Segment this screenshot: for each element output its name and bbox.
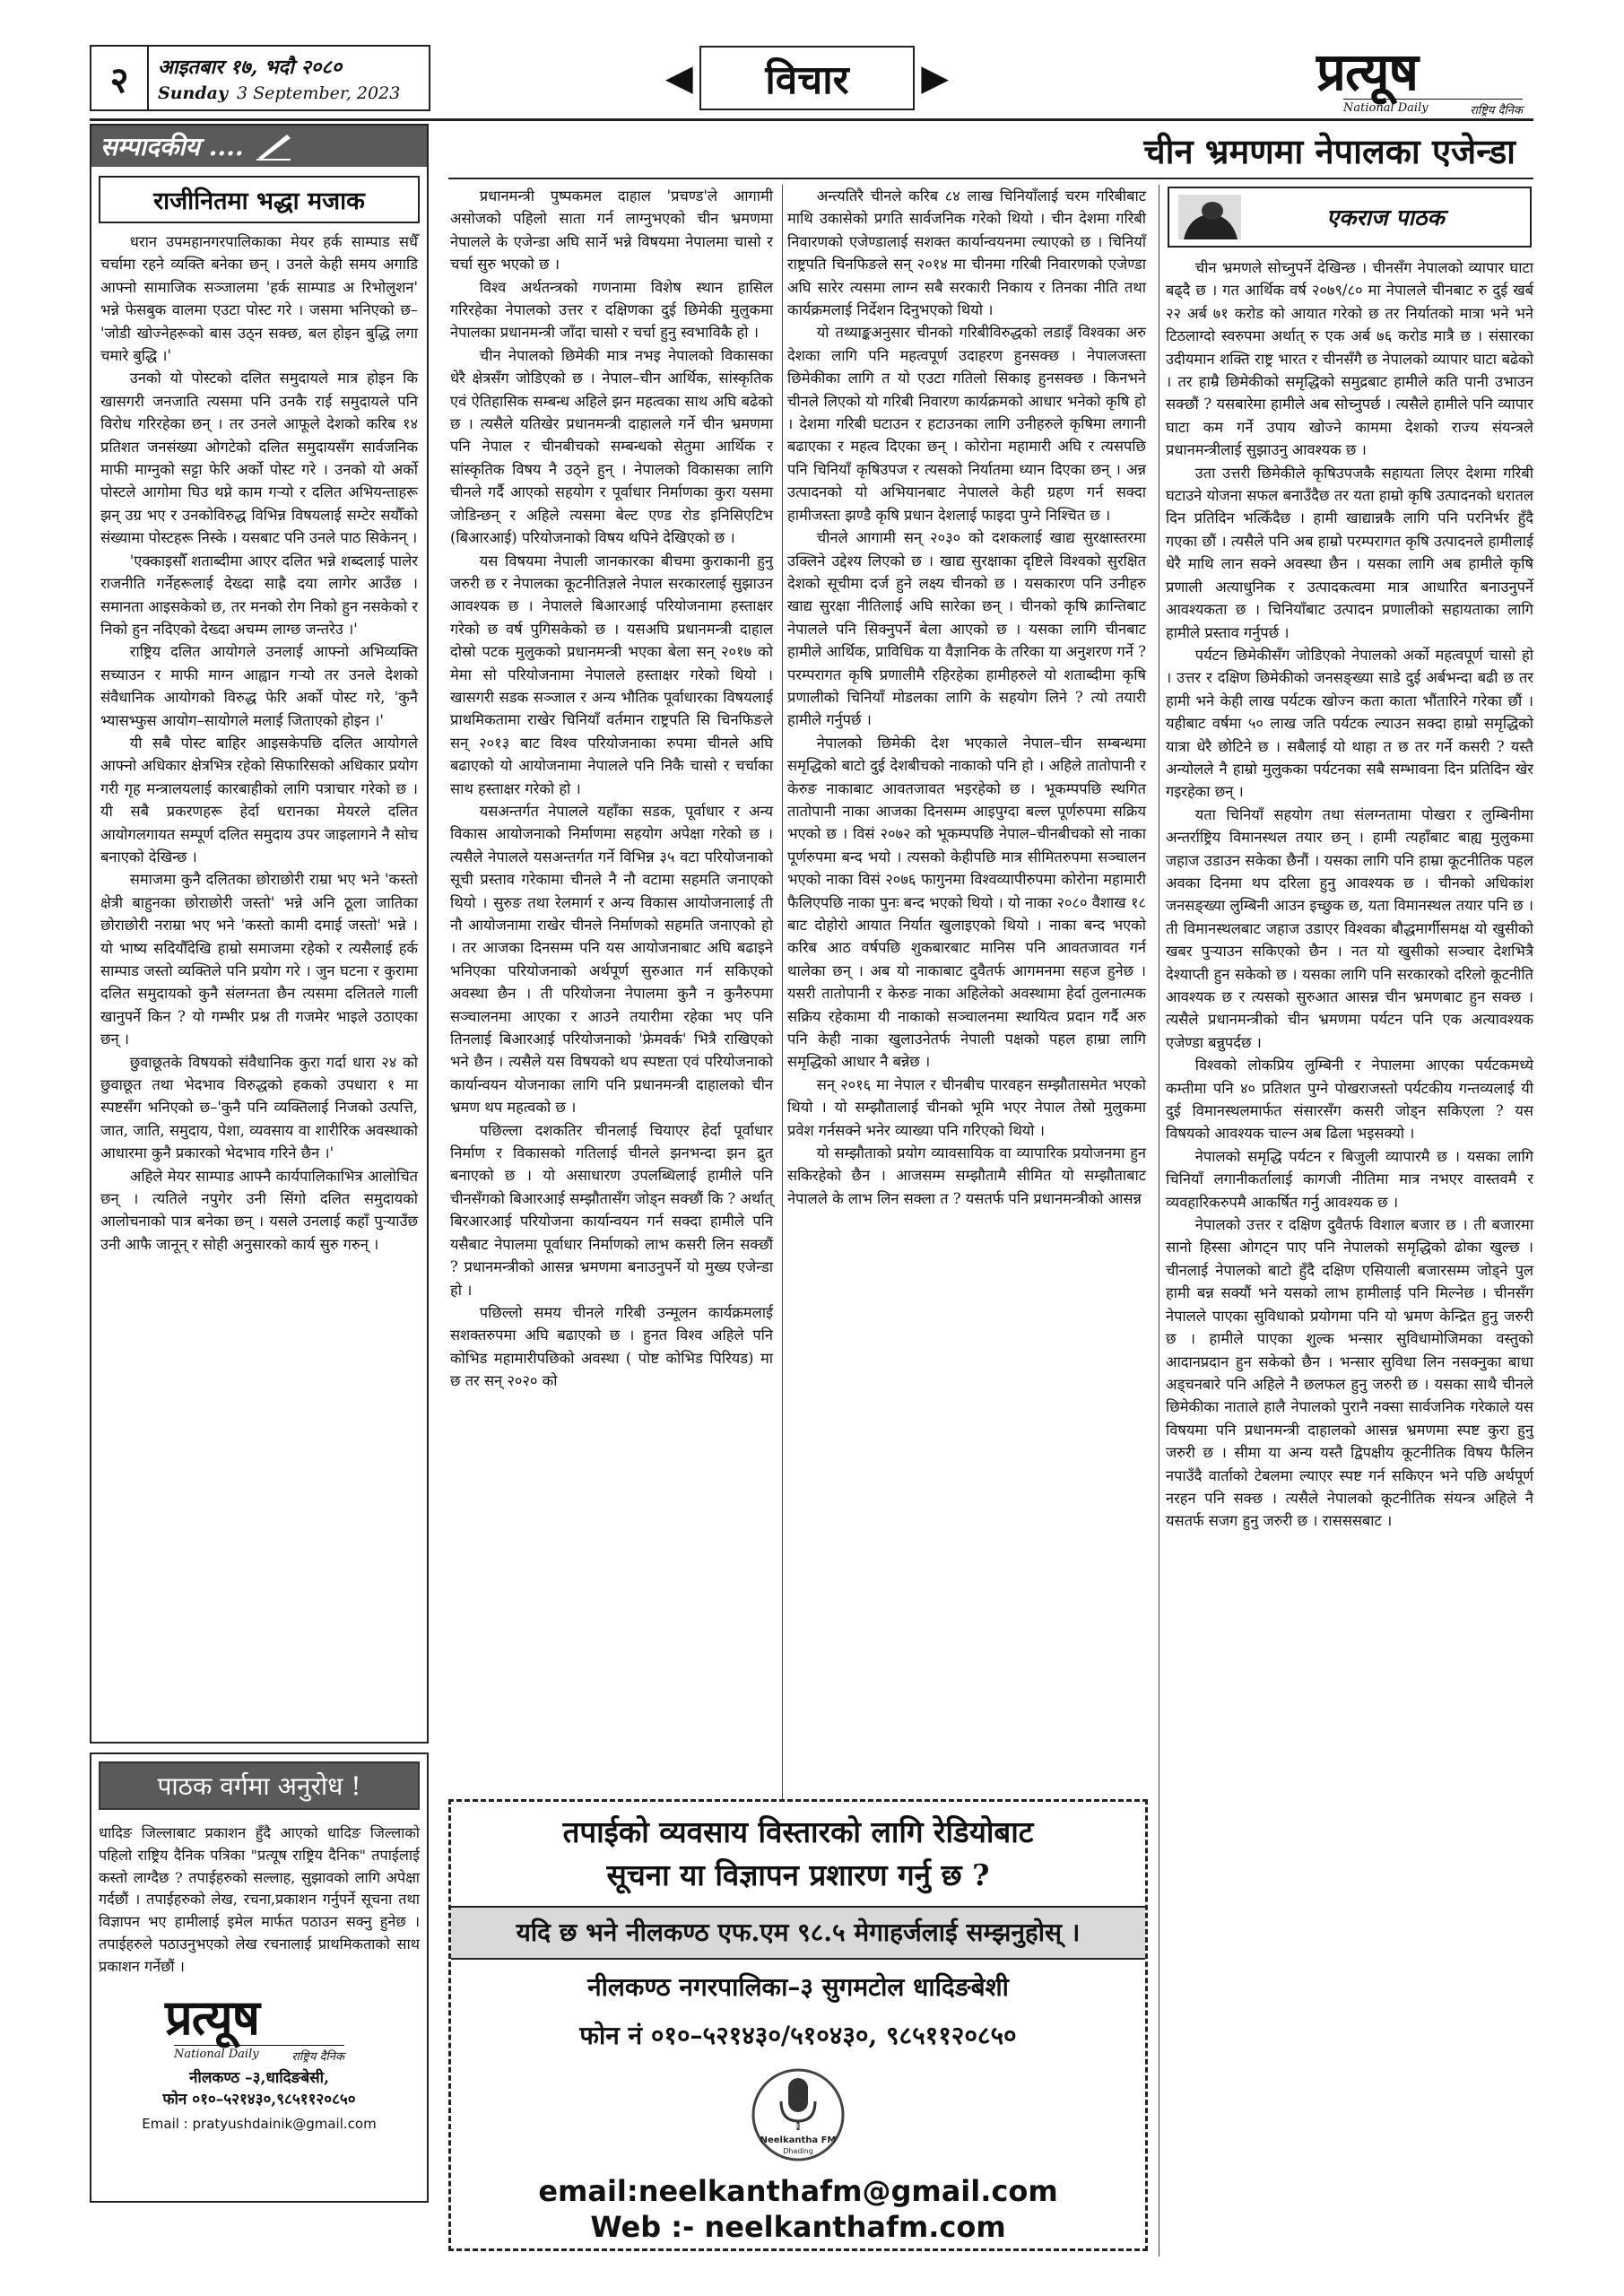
author-name: एकराज पाठक — [1326, 204, 1445, 230]
author-box — [1168, 187, 1532, 248]
right-arrow-icon: ▶ — [921, 57, 949, 99]
radio-microphone-logo-icon — [749, 2066, 847, 2164]
article-paragraph: नेपालको उत्तर र दक्षिण दुवैतर्फ विशाल बजार छ । ती बजारमा सानो हिस्सा ओगट्न पाए पनि नेपालको समृद्धिको ढोका खुल्छ । चीनलाई नेपालको बाटो हुँदै दक्षिण एसियाली बजारसम्म जोड्ने पुल हामी बन्न सक्यौं भने यसको लाभ हामीलाई पनि मिल्नेछ । चीनसँग नेपालले पाएका सुविधाको प्रयोगमा पनि यो भ्रमण केन्द्रित हुनु जरुरी छ । हामीले पाएका शुल्क भन्सार सुविधामोजिमका वस्तुको आदानप्रदान हुन सकेको छैन । भन्सार सुविधा लिन नसक्नुका बाधा अड्चनबारे पनि अहिले नै छलफल हुनु जरुरी छ । यसका साथै चीनले छिमेकीका नाताले हालै नेपालको पुरानै नक्सा सार्वजनिक गरेकाले यस विषयमा पनि प्रधानमन्त्री दाहालको आसन्न भ्रमणमा स्पष्ट कुरा हुनु जरुरी छ । सीमा या अन्य यस्तै द्विपक्षीय कूटनीतिक विषय फैलिन नपाउँदै वार्ताको टेबलमा ल्याएर स्पष्ट गर्न सकिएन भने पछि अर्थपूर्ण नरहन पनि सक्छ । त्यसैले नेपालको कूटनीतिक संयन्त्र अहिले नै यसतर्फ सजग हुनु जरुरी छ । रासससबाट । — [1166, 1216, 1533, 1530]
author-photo-icon — [1178, 195, 1241, 239]
editorial-body — [91, 229, 427, 1256]
page-number: २ — [91, 47, 149, 109]
editorial-paragraph: धरान उपमहानगरपालिकाका मेयर हर्क साम्पाड सधैँ चर्चामा रहने व्यक्ति बनेका छन् । उनले केही समय अगाडि आफ्नो सामाजिक सञ्जालमा 'हर्क साम्पाड अ रिभोलुशन' भन्ने फेसबुक वालमा एउटा पोस्ट गरे । जसमा भनिएको छ– 'जोडी खोज्नेहरूको बास उठ्न सक्छ, बल होइन बुद्धि लगा चमारे बुद्धि ।' — [100, 233, 418, 365]
editorial-band — [91, 126, 427, 167]
article-paragraph: यो सम्झौताको प्रयोग व्यावसायिक वा व्यापारिक प्रयोजनमा हुन सकिरहेको छैन । आजसम्म सम्झौतामै सीमित यो सम्झौताबाट नेपालले के लाभ लिन सक्ला त ? यसतर्फ पनि प्रधानमन्त्रीको आसन्न — [787, 1144, 1146, 1207]
article-paragraph: यो तथ्याङ्कअनुसार चीनको गरिबीविरुद्धको लडाइँ विश्वका अरु देशका लागि पनि महत्वपूर्ण उदाहरण हुनसक्छ । नेपालजस्ता छिमेकीका लागि त यो एउटा गतिलो सिकाइ हुनसक्छ । किनभने चीनले लिएको यो गरिबी निवारण कार्यक्रमको आधार भनेको कृषि हो । देशमा गरिबी घटाउन र हटाउनका लागि उनीहरुले कृषिमा लगानी बढाएका र महत्व दिएका छन् । कोरोना महामारी अघि र त्यसपछि पनि चिनियाँ कृषिउपज र त्यसको निर्यातमा ध्यान दिएका छन् । अन्न उत्पादनको यो अभियानबाट नेपालले केही ग्रहण गर्न सक्दा हामीजस्ता झण्डै कृषि प्रधान देशलाई फाइदा पुग्ने निश्चित छ । — [787, 324, 1146, 524]
req-logo-sub-en: National Daily — [174, 2047, 259, 2061]
page-header-left — [90, 45, 430, 111]
ad-address: नीलकण्ठ नगरपालिका–३ सुगमटोल धादिङबेशी — [587, 1972, 1009, 2002]
article-paragraph: यस विषयमा नेपाली जानकारका बीचमा कुराकानी हुनु जरुरी छ र नेपालका कूटनीतिज्ञले नेपाल सरकारलाई सुझाउन आवश्यक छ । नेपालले बिआरआई परियोजनामा हस्ताक्षर गरेको छ वर्ष पुगिसकेको छ । यसअघि प्रधानमन्त्री दाहाल दोस्रो पटक मुलुकको प्रधानमन्त्री भएका बेला सन् २०१७ को मेमा सो परियोजनामा नेपालले हस्ताक्षर गरेको थियो । खासगरी सडक सञ्जाल र अन्य भौतिक पूर्वाधारका विषयलाई प्राथमिकतामा राखेर चिनियाँ वर्तमान राष्ट्रपति सि चिनफिङले सन् २०१३ बाट विश्व परियोजनाका रुपमा चीनले अघि बढाएको यो आयोजनामा नेपालले पनि निकै चासो र चर्चाका साथ हस्ताक्षर गरेको हो । — [450, 552, 773, 797]
article-paragraph: विश्वको लोकप्रिय लुम्बिनी र नेपालमा आएका पर्यटकमध्ये कम्तीमा पनि ४० प्रतिशत पुग्ने पोखराजस्तो पर्यटकीय गन्तव्यलाई यी दुई विमानस्थलमार्फत संसारसँग कसरी जोड्न सकिएला ? यस विषयको आवश्यक चाल्न अब ढिला भइसक्यो । — [1166, 1057, 1533, 1143]
article-column-1 — [450, 185, 773, 1393]
article-paragraph: प्रधानमन्त्री पुष्पकमल दाहाल 'प्रचण्ड'ले आगामी असोजको पहिलो साता गर्न लाग्नुभएको चीन भ्रमणमा नेपालले के एजेन्डा अघि सार्ने भन्ने विषयमा नेपालमा चासो र चर्चा सुरु भएको छ । — [450, 187, 773, 274]
ad-phone: फोन नं ०१०–५२१४३०/५१०४३०, ९८५११२०८५० — [579, 2021, 1017, 2050]
reader-request-email[interactable]: Email : pratyushdainik@gmail.com — [142, 2115, 377, 2132]
reader-request-logo — [165, 1988, 353, 2064]
editorial-paragraph: उनको यो पोस्टको दलित समुदायले मात्र होइन कि खासगरी जनजाति त्यसमा पनि उनकै राई समुदायले पनि विरोध गरिरहेका छन् । तर उनले आफूले देशको करिब १४ प्रतिशत जनसंख्या ओगटेको दलित समुदायसँग सार्वजनिक माफी माग्नुको सट्टा फेरि अर्को पोस्ट गरे । उनको यो अर्को पोस्टले आगोमा घिउ थप्ने काम गऱ्यो र दलित अभियन्ताहरू झन् उग्र भए र उनकोविरुद्ध विभिन्न विषयलाई सम्टेर सयौँको संख्यामा पोस्टहरू निस्के । यसबाट पनि उनले पाठ सिकेनन् । — [100, 370, 418, 547]
article-title: चीन भ्रमणमा नेपालका एजेन्डा — [448, 124, 1533, 179]
reader-request-text: धादिङ जिल्लाबाट प्रकाशन हुँदै आएको धादिङ जिल्लाको पहिलो राष्ट्रिय दैनिक पत्रिका "प्रत्यूष राष्ट्रिय दैनिक" तपाईलाई कस्तो लाग्दैछ ? तपाईहरुको सल्लाह, सुझावको लागि अपेक्षा गर्दछौं । तपाईहरुको लेख, रचना,प्रकाशन गर्नुपर्ने सूचना तथा विज्ञापन भए हामीलाई इमेल मार्फत पठाउन सक्नु हुनेछ । तपाईहरुले पठाउनुभएको लेख रचनालाई प्राथमिकताको साथ प्रकाशन गर्नेछौं । — [99, 1824, 420, 1975]
header-rule — [90, 118, 1533, 121]
logo-sub-np: राष्ट्रिय दैनिक — [1470, 104, 1523, 117]
ad-email[interactable]: email:neelkanthafm@gmail.com — [538, 2174, 1058, 2208]
header-dates — [149, 47, 409, 109]
article-paragraph: चीन भ्रमणले सोच्नुपर्ने देखिन्छ । चीनसँग नेपालको व्यापार घाटा बढ्दै छ । गत आर्थिक वर्ष २०७९/८० मा नेपालले चीनबाट रु दुई खर्ब २२ अर्ब ७१ करोड को आयात गरेको छ तर निर्यातको मात्रा भने भने टिठलाग्दो स्वरुपमा अर्थात् रु एक अर्ब ७६ करोड मात्रै छ । संसारका उदीयमान शक्ति राष्ट्र भारत र चीनसँगै छ नेपालको व्यापार घाटा बढेको । तर हाम्रै छिमेकीको समृद्धिको समुद्रबाट हामीले कति पानी उभाउन सक्छौं ? यसबारेमा हामीले अब सोच्नुपर्छ । त्यसैले हामीले पनि व्यापार घाटा कम गर्ने उपाय खोज्ने काममा देशको राज्य संयन्त्रले प्रधानमन्त्रीलाई सुझाउनु आवश्यक छ । — [1166, 259, 1533, 459]
article-paragraph: उता उत्तरी छिमेकीले कृषिउपजकै सहायता लिएर देशमा गरिबी घटाउने योजना सफल बनाउँदैछ तर यता हाम्रो कृषि उत्पादनको धरातल दिन प्रतिदिन भत्किँदैछ । हामी खाद्यान्नकै लागि पनि परनिर्भर हुँदै गएका छौं । त्यसैले पनि अब हाम्रो परम्परागत कृषि उत्पादनले हामीलाई धेरै माथि लान सक्ने अवस्था छैन । यसका लागि अब हामीले कृषि प्रणाली अत्याधुनिक र उत्पादकत्वमा मात्र आधारित बनाउनुपर्ने आवश्यकता छ । चिनियाँबाट उत्पादन प्रणालीको सहायताका लागि हामीले प्रस्ताव गर्नुपर्छ । — [1166, 464, 1533, 641]
article-paragraph: पर्यटन छिमेकीसँग जोडिएको नेपालको अर्को महत्वपूर्ण चासो हो । उत्तर र दक्षिण छिमेकीको जनसङ्ख्या साडे दुई अर्बभन्दा बढी छ तर हामी भने केही लाख पर्यटक खोज्न कता काता भौंतारिने गरेका छौं । यहीबाट वर्षमा ५० लाख जति पर्यटक ल्याउन सक्दा हाम्रो समृद्धिको यात्रा धेरै छोटिने छ । सबैलाई यो थाहा त छ तर गर्ने कसरी ? यस्तै अन्योलले नै हाम्रो मुलुकका पर्यटनका सबै सम्भावना दिन प्रतिदिन खेर गइरहेका छन् । — [1166, 646, 1533, 801]
editorial-paragraph: यी सबै पोस्ट बाहिर आइसकेपछि दलित आयोगले आफ्नो अधिकार क्षेत्रभित्र रहेको सिफारिसको अधिकार प्रयोग गरी गृह मन्त्रालयलाई कारबाहीको लागि पत्राचार गरेको छ । यी सबै प्रकरणहरू हेर्दा धरानका मेयरले दलित आयोगलगायत सम्पूर्ण दलित समुदाय उपर जाइलागने नै सोच बनाएको देखिन्छ । — [100, 734, 418, 865]
article-paragraph: पछिल्ला दशकतिर चीनलाई चियाएर हेर्दा पूर्वाधार निर्माण र विकासको गतिलाई चीनले झनभन्दा झन द्रुत बनाएको छ । यो असाधारण उपलब्धिलाई हामीले पनि चीनसँगको बिआरआई सम्झौतासँग जोड्न सक्छौं कि ? अर्थात् बिरआरआई परियोजना कार्यान्वयन गर्न सक्दा हामीले पनि यसैबाट नेपालमा पूर्वाधार निर्माणको लाभ कसरी लिन सक्छौं ? प्रधानमन्त्रीको आसन्न भ्रमणमा बनाउनुपर्ने यो मुख्य एजेन्डा हो । — [450, 1121, 773, 1299]
article-paragraph: पछिल्लो समय चीनले गरिबी उन्मूलन कार्यक्रमलाई सशक्तरुपमा अघि बढाएको छ । हुनत विश्व अहिले पनि कोभिड महामारीपछिको अवस्था ( पोष्ट कोभिड पिरियड) मा छ तर सन् २०२० को — [450, 1303, 773, 1390]
ad-logo-text: Neelkantha FM — [760, 2135, 837, 2145]
logo-subtitle — [1343, 99, 1523, 117]
ad-logo-freq: 98.5 — [791, 2123, 805, 2130]
editorial-paragraph: अहिले मेयर साम्पाड आफ्नै कार्यपालिकाभित्र आलोचित छन् । त्यतिले नपुगेर उनी सिंगो दलित समुदायको आलोचनाको पात्र बनेका छन् । यसले उनलाई कहाँ पुऱ्याउँछ उनी आफै जानून् र सोही अनुसारको कार्य सुरु गरुन् । — [100, 1167, 418, 1253]
section-header — [665, 45, 949, 111]
logo-sub-en: National Daily — [1343, 101, 1429, 115]
masthead-logo — [1316, 41, 1532, 120]
editorial-paragraph: राष्ट्रिय दलित आयोगले उनलाई आफ्नो अभिव्यक्ति सच्याउन र माफी माग्न आह्वान गऱ्यो तर उनले देशको संवैधानिक आयोगको विरुद्ध फेरि अर्को पोस्ट गरे, 'कुनै भ्यासभ्फुस आयोग–सायोगले मलाई जिताएको होइन ।' — [100, 643, 418, 729]
left-arrow-icon: ◀ — [665, 57, 693, 99]
pen-icon — [255, 131, 294, 161]
editorial-label: सम्पादकीय .... — [100, 132, 244, 161]
ad-line-2: सूचना या विज्ञापन प्रशारण गर्नु छ ? — [606, 1857, 990, 1892]
article-paragraph: नेपालको छिमेकी देश भएकाले नेपाल–चीन सम्बन्धमा समृद्धिको बाटो दुई देशबीचको नाकाको पनि हो । अहिले तातोपानी र केरुङ नाकाबाट आवतजावत भइरहेको छ । भूकम्पपछि स्थगित तातोपानी नाका आजका दिनसम्म आइपुग्दा बल्ल पूर्णरुपमा सक्रिय भएको छ । विसं २०७२ को भूकम्पपछि नेपाल–चीनबीचको सो नाका पूर्णरुपमा बन्द भयो । त्यसको केहीपछि मात्र सीमितरुपमा सञ्चालन भएको नाका विसं २०७६ फागुनमा विश्वव्यापीरुपमा कोरोना महामारी फैलिएपछि नाका पुनः बन्द भएको थियो । यो नाका २०८० वैशाख १८ बाट दोहोरो आयात निर्यात खुलाइएको थियो । नाका बन्द भएको करिब आठ वर्षपछि शुकबारबाट मानिस पनि आवतजावत गर्न थालेका छन् । अब यो नाकाबाट दुवैतर्फ आगमनमा सहज हुनेछ । यसरी तातोपानी र केरुङ नाका अहिलेको अवस्थामा हेर्दा तुलनात्मक सक्रिय रहेकामा यी नाकाको सञ्चालनमा स्थायित्व प्रदान गर्दै अरु पनि केही नाका खुलाउनेतर्फ नेपाली पक्षको पहल हाम्रा लागि समृद्धिको आधार नै बन्नेछ । — [787, 734, 1147, 1071]
reader-request-address — [99, 2067, 420, 2110]
radio-advertisement — [448, 1799, 1148, 2251]
editorial-paragraph: समाजमा कुनै दलितका छोराछोरी राम्रा भए भने 'कस्तो क्षेत्री बाहुनका छोराछोरी जस्तो' भन्ने अनि ठूला जातिका छोराछोरी नराम्रा भए भने 'कस्तो कामी दमाई जस्तो' भन्ने । यो भाष्य सदियौँदेखि हाम्रो समाजमा रहेको र त्यसैलाई हर्क साम्पाड जस्तो व्यक्तिले पनि प्रयोग गरे । जुन घटना र कुरामा दलित समुदायको कुनै संलग्नता छैन त्यसमा दलितले गाली खानुपर्ने किन ? यो गम्भीर प्रश्न ती गजमेर भाइले उठाएका छन् । — [100, 871, 418, 1048]
ad-line-1: तपाईको व्यवसाय विस्तारको लागि रेडियोबाट — [562, 1814, 1034, 1849]
req-logo-text: प्रत्यूष — [165, 1988, 259, 2046]
req-logo-sub-np: राष्ट्रिय दैनिक — [291, 2049, 344, 2064]
article-paragraph: अन्त्यतिरै चीनले करिब ८४ लाख चिनियाँलाई चरम गरिबीबाट माथि उकासेको प्रगति सार्वजनिक गरेको थियो । चीन देशमा गरिबी निवारणको एजेण्डालाई सशक्त कार्यान्वयनमा ल्याएको छ । चिनियाँ राष्ट्रपति चिनफिङले सन् २०१४ मा चीनमा गरिबी निवारणको एजेण्डा अघि सारेर त्यसमा लाग्न सबै सरकारी निकाय र तिनका नीति तथा कार्यक्रमलाई निर्देशन दिनुभएको थियो । — [787, 187, 1146, 319]
article-column-2 — [787, 185, 1146, 1210]
article-paragraph: यता चिनियाँ सहयोग तथा संलग्नतामा पोखरा र लुम्बिनीमा अन्तर्राष्ट्रिय विमानस्थल तयार छन् । हामी त्यहाँबाट बाह्य मुलुकमा जहाज उडाउन सकेका छैनौं । यसका लागि पनि हाम्रा कूटनीतिक पहल अवका दिनमा थप दरिला हुनु आवश्यक छ । चीनको अधिकांश जनसङ्ख्या लुम्बिनी आउन इच्छुक छ, यता विमानस्थल तयार पनि छ । ती विमानस्थलबाट जहाज उडाएर विश्वका बौद्धमार्गीसमक्ष यो खुसीको खबर पुऱ्याउन सकिएको छैन । नत यो खुसीको सञ्चार देशभित्रै देश्याप्ती हुन सकेको छ । यसका लागि पनि सरकारको दरिलो कूटनीति आवश्यक छ र त्यसको सुरुआत आसन्न चीन भ्रमणबाट हुन सक्छ । त्यसैले प्रधानमन्त्रीको चीन भ्रमणमा पर्यटन पनि एक अत्यावश्यक एजेण्डा बन्नुपर्दछ । — [1166, 805, 1533, 1051]
date-en-text: 3 September, 2023 — [237, 83, 401, 103]
ad-band: यदि छ भने नीलकण्ठ एफ.एम ९८.५ मेगाहर्जलाई सम्झनुहोस् । — [451, 1906, 1145, 1960]
ad-logo-sub: Dhading — [783, 2147, 813, 2155]
article-column-3 — [1166, 257, 1533, 1533]
reader-request-box — [90, 1752, 429, 2203]
article-paragraph: चीनले आगामी सन् २०३० को दशकलाई खाद्य सुरक्षास्तरमा उक्लिने उद्देश्य लिएको छ । खाद्य सुरक्षाका दृष्टिले विश्वको सुरक्षित देशको सूचीमा दर्ज हुने लक्ष्य चीनको छ । यसकारण पनि उनीहरु खाद्य सुरक्षा नीतिलाई अघि सारेका छन् । चीनको कृषि क्रान्तिबाट नेपालले पनि सिक्नुपर्ने बेला आएको छ । यसका लागि चीनबाट हामीले आर्थिक, प्राविधिक या वैज्ञानिक के तरिका या अनुशरण गर्ने ? परम्परागत कृषि प्रणालीमै रहिरहेका हामीहरुले यो शताब्दीमा कृषि प्रणालीको चिनियाँ मोडलका लागि के सहयोग लिने ? त्यो तयारी हामीले गर्नुपर्छ । — [787, 529, 1146, 729]
address-line: नीलकण्ठ –३,धादिङबेसी, — [189, 2068, 329, 2087]
phone-line: फोन ०१०–५२१४३०,९८५११२०८५० — [162, 2090, 356, 2109]
article-paragraph: चीन नेपालको छिमेकी मात्र नभइ नेपालको विकासका धेरै क्षेत्रसँग जोडिएको छ । नेपाल–चीन आर्थिक, सांस्कृतिक एवं ऐतिहासिक सम्बन्ध अहिले झन महत्वका साथ अघि बढेको छ । त्यसैले यतिखेर प्रधानमन्त्री दाहालले गर्ने चीन भ्रमणमा पनि नेपाल र चीनबीचको सम्बन्धको सेतुमा आर्थिक र सांस्कृतिक विषय नै उठ्ने हुन् । नेपालको विकासका लागि चीनले गर्दै आएको सहयोग र पूर्वाधार निर्माणका कुरा यसमा जोडिन्छन् र अहिले त्यसमा बेल्ट एण्ड रोड इनिसिएटिभ (बिआरआई) परियोजनाको विषय थपिने देखिएको छ । — [450, 346, 773, 547]
editorial-title: राजीनितमा भद्धा मजाक — [99, 176, 420, 223]
section-title: विचार — [699, 46, 915, 110]
article-paragraph: विश्व अर्थतन्त्रको गणनामा विशेष स्थान हासिल गरिरहेका नेपालको उत्तर र दक्षिणका दुई छिमेकी मुलुकमा नेपालका प्रधानमन्त्री जाँदा चासो र चर्चा हुनु स्वभाविकै हो । — [450, 278, 773, 342]
article-paragraph: यसअन्तर्गत नेपालले यहाँका सडक, पूर्वाधार र अन्य विकास आयोजनाको निर्माणमा सहयोग अपेक्षा गरेको छ । त्यसैले नेपालले यसअन्तर्गत गर्ने विभिन्न ३५ वटा परियोजनाको सूची प्रस्ताव गरेकामा चीनले नै नौ वटामा सहमति जनाएको थियो । सुरुङ तथा रेलमार्ग र अन्य विकास आयोजनालाई ती नौ आयोजनामा राखेर चीनले निर्माणको सहमति जनाएको हो । तर आजका दिनसम्म पनि यस आयोजनाबाट अघि बढाइने भनिएका परियोजनाको अर्थपूर्ण सुरुआत गर्न सकिएको अवस्था छैन । ती परियोजना नेपालमा कुनै न कुनैरुपमा सञ्चालनमा आएका र आउने तयारीमा रहेका भए पनि तिनलाई बिआरआई परियोजनाको 'फ्रेमवर्क' भित्रै राखिएको भने छैन । त्यसैले यस विषयको थप स्पष्टता एवं परियोजनाको कार्यान्वयन योजनाका लागि पनि प्रधानमन्त्री दाहालको चीन भ्रमण थप महत्वको छ । — [450, 802, 773, 1117]
ad-website[interactable]: Web :- neelkanthafm.com — [590, 2210, 1006, 2244]
req-logo-subtitle — [174, 2045, 344, 2064]
article-paragraph: नेपालको समृद्धि पर्यटन र बिजुली व्यापारमै छ । यसका लागि चिनियाँ लगानीकर्तालाई कागजी नीतिमा मात्र नभएर वास्तवमै र व्यवहारिकरुपमै आकर्षित गर्नु आवश्यक छ । — [1166, 1147, 1533, 1211]
editorial-paragraph: छुवाछूतके विषयको संवैधानिक कुरा गर्दा धारा २४ को छुवाछूत तथा भेदभाव विरुद्धको हकको उपधारा १ मा स्पष्टसँग भनिएको छ–'कुनै पनि व्यक्तिलाई निजको उत्पत्ति, जात, जाति, समुदाय, पेशा, व्यवसाय वा शारीरिक अवस्थाको आधारमा कुनै प्रकारको भेदभाव गरिने छैन ।' — [100, 1053, 418, 1162]
article-paragraph: सन् २०१६ मा नेपाल र चीनबीच पारवहन सम्झौतासमेत भएको थियो । यो सम्झौतालाई चीनको भूमि भएर नेपाल तेस्रो मुलुकमा प्रवेश गर्नसक्ने भनेर व्याख्या पनि गरिएको थियो । — [787, 1075, 1146, 1139]
editorial-paragraph: 'एक्काइसौँ शताब्दीमा आएर दलित भन्ने शब्दलाई पालेर राजनीति गर्नेहरूलाई देख्दा साह्रै दया लागेर आउँछ । समानता आइसकेको छ, तर मनको रोग निको हुन नसकेको र निको हुन नदिएको देख्दा अचम्म लाग्छ जन्तरेउ ।' — [100, 552, 418, 638]
logo-text: प्रत्यूष — [1316, 41, 1418, 102]
date-nepali: आइतबार १७, भदौ २०८० — [158, 56, 343, 79]
date-english — [158, 83, 400, 103]
reader-request-band: पाठक वर्गमा अनुरोध ! — [99, 1761, 420, 1810]
weekday: Sunday — [158, 83, 228, 103]
column-divider — [782, 185, 783, 1799]
editorial-column — [90, 124, 429, 1744]
